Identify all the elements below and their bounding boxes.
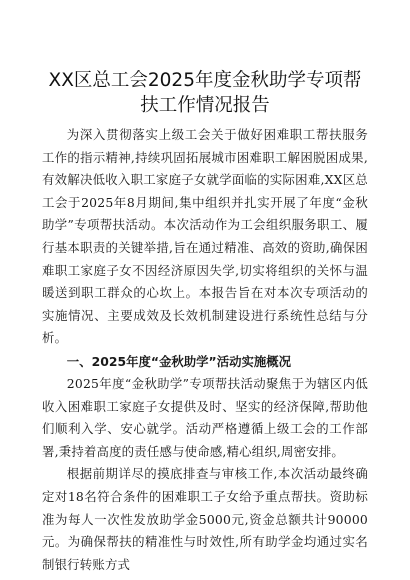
intro-paragraph: 为深入贯彻落实上级工会关于做好困难职工帮扶服务工作的指示精神,持续巩固拓展城市困难职工解困脱困成果,有效解决低收入职工家庭子女就学面临的实际困难,XX区总工会于2025年8月期间,集中组织并扎实开展了年度“金秋助学”专项帮扶活动。本次活动作为工会组织服务职工、履行基本职责的关键举措,旨在通过精准、高效的资助,确保困难职工家庭子女不因经济原因失学,切实将组织的关怀与温暖送到职工群众的心坎上。本报告旨在对本次专项活动的实施情况、主要成效及长效机制建设进行系统性总结与分析。 [42,127,368,346]
section1-paragraph-1: 2025年度“金秋助学”专项帮扶活动聚焦于为辖区内低收入困难职工家庭子女提供及时、坚实的经济保障,帮助他们顺利入学、安心就学。活动严格遵循上级工会的工作部署,秉持着高度的责任感与使命感,精心组织,周密安排。 [42,375,368,459]
section1-paragraph-2: 根据前期详尽的摸底排查与审核工作,本次活动最终确定对18名符合条件的困难职工子女给予重点帮扶。资助标准为每人一次性发放助学金5000元,资金总额共计90000元。为确保帮扶的精准性与时效性,所有助学金均通过实名制银行转账方式 [42,466,368,572]
section-heading-1: 一、2025年度“金秋助学”活动实施概况 [66,353,292,369]
document-title: XX区总工会2025年度金秋助学专项帮扶工作情况报告 [48,70,362,116]
